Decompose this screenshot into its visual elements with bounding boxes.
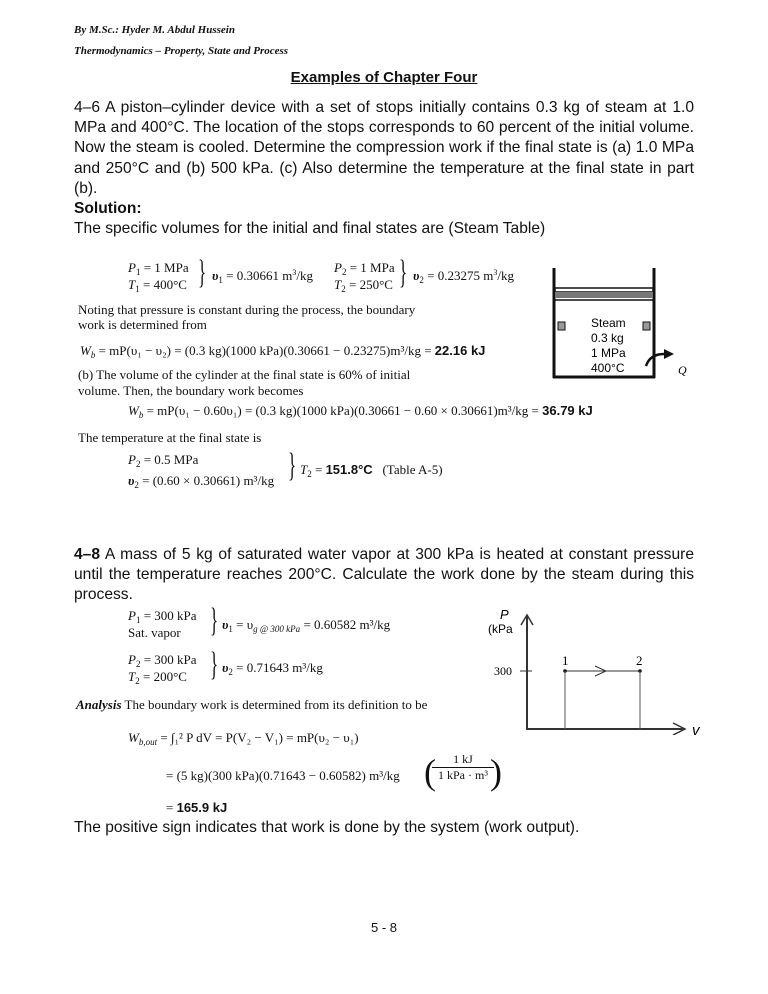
author-header: By M.Sc.: Hyder M. Abdul Hussein bbox=[74, 24, 235, 36]
page-title: Examples of Chapter Four bbox=[290, 69, 478, 86]
equation-a: $W_b = mP(\upsilon_1 - \upsilon_2) = (0.3$ kg)(1000 kPa)(0.30661 − 0.23275)m³/kg = 22.16 kJ bbox=[80, 343, 486, 360]
figure-label-steam: Steam bbox=[591, 316, 626, 330]
solution-intro: The specific volumes for the initial and final states are (Steam Table) bbox=[74, 220, 546, 237]
analysis-line: Analysis The boundary work is determined from its definition to be bbox=[76, 697, 428, 712]
p48-eq2: = (5 kg)(300 kPa)(0.71643 − 0.60582) m³/kg bbox=[166, 768, 400, 783]
pv-diagram bbox=[470, 605, 730, 735]
note-b-line2: volume. Then, the boundary work becomes bbox=[78, 383, 304, 398]
svg-text:v: v bbox=[692, 722, 700, 735]
svg-text:Q: Q bbox=[678, 363, 687, 377]
state2-block: $P_2 = 1$ MPa $T_2 = 250^\circ C$ bbox=[334, 260, 395, 294]
result-b: 36.79 kJ bbox=[542, 403, 593, 418]
eq-c-pressure: $P_2 = 0.5$ MPa bbox=[128, 452, 199, 469]
note-a-line2: work is determined from bbox=[78, 317, 207, 332]
brace: } bbox=[210, 602, 219, 639]
equation-b: $W_b = mP(\upsilon_1 - 0.60\upsilon_1) = (0.3$ kg)(1000 kPa)(0.30661 − 0.60 × 0.30661)m³/kg = 36.79 kJ bbox=[128, 403, 593, 420]
svg-text:2: 2 bbox=[636, 653, 643, 668]
solution-label: Solution: bbox=[74, 200, 142, 217]
p48-state1-block: $P_1 = 300$ kPa Sat. vapor bbox=[128, 608, 197, 640]
note-a-line1: Noting that pressure is constant during the process, the boundary bbox=[78, 302, 416, 317]
p48-state1-volume: $\upsilon_1 = \upsilon_{g @ 300 kPa} = 0.60582$ m³/kg bbox=[222, 617, 391, 634]
problem-4-8-statement: 4–8 A mass of 5 kg of saturated water vapor at 300 kPa is heated at constant pressure until the temperature reaches 200°C. Calculate the work done by the steam during this process. bbox=[74, 546, 694, 604]
brace: } bbox=[210, 646, 219, 683]
svg-text:300: 300 bbox=[494, 664, 512, 678]
p48-state2-block: $P_2 = 300$ kPa $T_2 = 200^\circ C$ bbox=[128, 652, 197, 686]
svg-text:400°C: 400°C bbox=[591, 361, 625, 375]
svg-text:1 MPa: 1 MPa bbox=[591, 346, 626, 360]
eq-c-volume: $\upsilon_2 = (0.60 \times 0.30661)$ m³/kg bbox=[128, 473, 275, 490]
state1-block: $P_1 = 1$ MPa $T_1 = 400^\circ C$ bbox=[128, 260, 189, 294]
brace: } bbox=[399, 254, 408, 291]
svg-text:1: 1 bbox=[562, 653, 569, 668]
result-a: 22.16 kJ bbox=[434, 343, 486, 358]
page-number: 5 - 8 bbox=[370, 920, 397, 935]
conclusion: The positive sign indicates that work is done by the system (work output). bbox=[74, 819, 580, 836]
conversion-factor: ( 1 kJ 1 kPa · m³ ) bbox=[424, 752, 502, 792]
problem-4-6-statement: 4–6 A piston–cylinder device with a set of stops initially contains 0.3 kg of steam at 1.0 MPa and 400°C. The location of the stops corresponds to 60 percent of the initial volume. Now the steam is cooled. Determine the compression work if the final state is (a) 1.0 MPa and 250°C and (b) 500 kPa. (c) Also determine the temperature at the final state in part (b). bbox=[74, 99, 694, 197]
state1-volume: $\upsilon_1 = 0.30661$ $m^3/kg$ bbox=[212, 268, 313, 285]
eq-c-result: $T_2 = 151.8^\circ C$ (Table A-5) bbox=[300, 462, 443, 479]
brace: } bbox=[198, 254, 207, 291]
p48-eq3: = 165.9 kJ bbox=[166, 800, 228, 815]
svg-text:0.3 kg: 0.3 kg bbox=[591, 331, 624, 345]
p48-eq1: $W_{b,out} = \int_1^2$ P dV = P(V₂ − V₁) = mP(υ₂ − υ₁) bbox=[128, 730, 359, 747]
p48-state2-volume: $\upsilon_2 = 0.71643$ m³/kg bbox=[222, 660, 323, 677]
note-b-line1: (b) The volume of the cylinder at the final state is 60% of initial bbox=[78, 367, 411, 382]
subject-header: Thermodynamics – Property, State and Process bbox=[74, 45, 289, 57]
brace: } bbox=[288, 447, 297, 484]
note-c: The temperature at the final state is bbox=[78, 430, 262, 445]
svg-text:(kPa: (kPa bbox=[488, 622, 513, 636]
svg-text:P: P bbox=[500, 607, 509, 622]
piston-cylinder-figure bbox=[548, 262, 698, 382]
state2-volume: $\upsilon_2 = 0.23275$ $m^3/kg$ bbox=[413, 268, 514, 285]
result-4-8: 165.9 kJ bbox=[176, 800, 228, 815]
